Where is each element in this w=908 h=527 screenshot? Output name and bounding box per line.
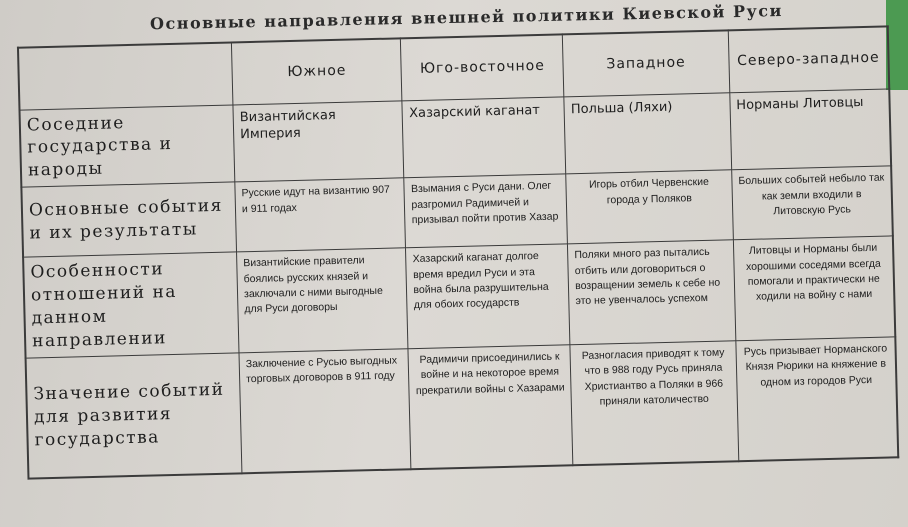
corner-cell	[18, 42, 233, 109]
table-cell[interactable]: Хазарский каганат	[402, 96, 566, 178]
row-header-significance: Значение событий для развития государства	[26, 353, 242, 478]
table-cell[interactable]: Поляки много раз пытались отбить или договориться о возращении земель к себе но это не увенчалось успехом	[568, 240, 736, 345]
row-header-events: Основные события и их результаты	[21, 182, 236, 257]
table-cell[interactable]: Заключение с Русью выгодных торговых договоров в 911 году	[239, 349, 411, 473]
row-header-neighbors: Соседние государства и народы	[19, 104, 234, 187]
table-cell[interactable]: Взымания с Руси дани. Олег разгромил Радимичей и призывал пойти против Хазар	[404, 174, 567, 248]
table-cell[interactable]: Радимичи присоединились к войне и на некоторое время прекратили войны с Хазарами	[408, 345, 573, 469]
table-cell[interactable]: Византийская Империя	[233, 100, 404, 182]
table-cell[interactable]: Русские идут на византию 907 и 911 годах	[235, 178, 406, 252]
column-header-west: Западное	[563, 30, 730, 96]
politics-table	[17, 25, 899, 479]
table-container	[17, 25, 899, 470]
table-cell[interactable]: Литовцы и Норманы были хорошими соседями всегда помогали и практически не ходили на войну с нами	[733, 236, 895, 341]
table-cell[interactable]: Византийские правители боялись русских князей и заключали с ними выгодные для Руси договоры	[237, 248, 409, 353]
table-cell[interactable]: Разногласия приводят к тому что в 988 году Русь приняла Христиантво а Поляки в 966 приняли католичество	[570, 341, 738, 465]
page-title: Основные направления внешней политики Киевской Руси	[149, 1, 784, 34]
table-cell[interactable]: Игорь отбил Червенские города у Поляков	[566, 170, 733, 244]
table-row	[26, 337, 899, 478]
table-cell[interactable]: Больших событей небыло так как земли входили в Литовскую Русь	[731, 166, 892, 240]
table-cell[interactable]: Русь призывает Норманского Князя Рюрики на княжение в одном из городов Руси	[736, 337, 899, 461]
column-header-south: Южное	[231, 38, 402, 104]
table-cell[interactable]: Польша (Ляхи)	[564, 92, 731, 174]
table-cell[interactable]: Хазарский каганат долгое время вредил Руси и эта война была разрушительна для обоих государств	[406, 244, 570, 349]
table-cell[interactable]: Норманы Литовцы	[730, 88, 892, 170]
column-header-southeast: Юго-восточное	[401, 34, 564, 100]
row-header-relations: Особенности отношений на данном направлении	[23, 252, 239, 358]
column-header-northwest: Северо-западное	[728, 26, 889, 92]
